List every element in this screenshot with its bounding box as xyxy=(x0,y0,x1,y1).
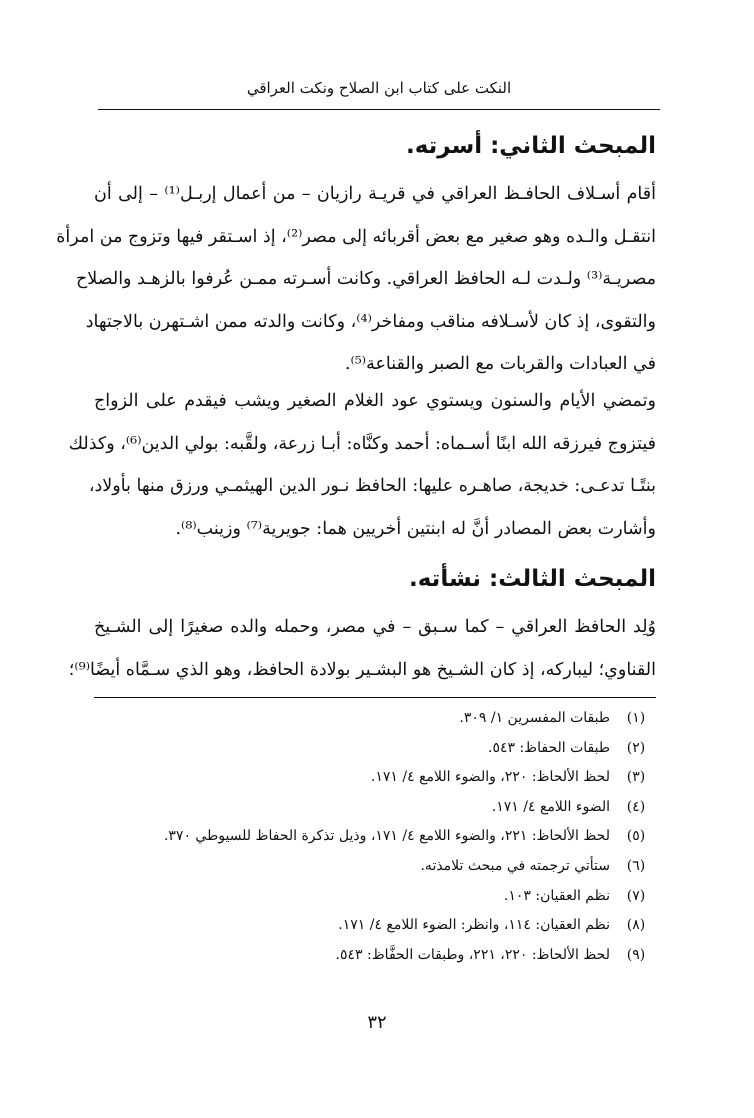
page-number: ٣٢ xyxy=(367,1012,387,1033)
footnote-text: ستأتي ترجمته في مبحث تلامذته. xyxy=(420,857,610,874)
paragraph-family-2 xyxy=(68,380,656,550)
header-divider xyxy=(98,109,660,110)
text-line: أقام أسـلاف الحافـظ العراقي في قريـة رازيان – من أعمال إربـل⁽¹⁾ – إلى أن xyxy=(94,184,656,204)
footnote-item xyxy=(94,763,656,793)
footnote-text: نظم العقيان: ١٠٣. xyxy=(503,887,610,904)
text-line: انتقـل والـده وهو صغير مع بعض أقربائه إلى مصر⁽²⁾، إذ اسـتقر فيها وتزوج من امرأة xyxy=(56,226,656,247)
footnote-item xyxy=(94,911,656,941)
running-header: النكت على كتاب ابن الصلاح ونكت العراقي xyxy=(246,79,512,97)
footnote-item xyxy=(94,734,656,764)
text-line: القناوي؛ ليباركه، إذ كان الشـيخ هو البشـير بولادة الحافظ، وهو الذي سـمَّاه أيضًا⁽⁹⁾؛ xyxy=(68,659,656,680)
footnotes-list xyxy=(94,704,656,970)
section-heading-family: المبحث الثاني: أسرته. xyxy=(405,133,656,159)
footnote-text: نظم العقيان: ١١٤، وانظر: الضوء اللامع ٤/ ١٧١. xyxy=(338,917,610,934)
footnote-number: (١) xyxy=(626,710,646,726)
footnote-item xyxy=(94,793,656,823)
section-heading-upbringing: المبحث الثالث: نشأته. xyxy=(409,566,656,592)
footnote-text: طبقات المفسرين ١/ ٣٠٩. xyxy=(459,710,610,726)
footnote-item xyxy=(94,704,656,734)
text-line: في العبادات والقربات مع الصبر والقناعة⁽⁵⁾. xyxy=(344,354,656,374)
paragraph-upbringing xyxy=(68,606,656,691)
footnote-number: (٣) xyxy=(626,769,646,786)
footnote-number: (٤) xyxy=(626,798,646,815)
footnote-text: طبقات الحفاظ: ٥٤٣. xyxy=(487,739,610,756)
text-line: بنتًـا تدعـى: خديجة، صاهـره عليها: الحافظ نـور الدين الهيثمـي ورزق منها بأولاد، xyxy=(88,476,656,496)
footnote-item xyxy=(94,822,656,852)
footnote-item xyxy=(94,941,656,971)
footnote-number: (٦) xyxy=(626,857,646,874)
footnote-number: (٩) xyxy=(626,946,646,963)
text-line: فيتزوج فيرزقه الله ابنًا أسـماه: أحمد وكنَّاه: أبـا زرعة، ولقَّبه: بولي الدين⁽⁶⁾، وكذلك xyxy=(68,433,656,454)
footnote-text: الضوء اللامع ٤/ ١٧١. xyxy=(491,798,610,815)
text-line: وأشارت بعض المصادر أنَّ له ابنتين أخريين هما: جويرية⁽⁷⁾ وزينب⁽⁸⁾. xyxy=(175,518,656,539)
footnote-text: لحظ الألحاظ: ٢٢٠، والضوء اللامع ٤/ ١٧١. xyxy=(370,769,610,786)
text-line: وُلِد الحافظ العراقي – كما سـبق – في مصر، وحمله والده صغيرًا إلى الشـيخ xyxy=(94,617,656,637)
footnote-item xyxy=(94,882,656,912)
footnote-divider xyxy=(94,697,656,698)
text-line: وتمضي الأيام والسنون ويستوي عود الغلام الصغير ويشب فيقدم على الزواج xyxy=(94,391,656,411)
footnote-text: لحظ الألحاظ: ٢٢٠، ٢٢١، وطبقات الحفَّاظ: ٥٤٣. xyxy=(335,946,610,963)
footnote-number: (٧) xyxy=(626,887,646,904)
text-line: مصريـة⁽³⁾ ولـدت لـه الحافظ العراقي. وكانت أسـرته ممـن عُرفوا بالزهـد والصلاح xyxy=(75,269,656,289)
footnote-number: (٨) xyxy=(626,917,646,934)
paragraph-family-1 xyxy=(56,173,656,386)
footnote-item xyxy=(94,852,656,882)
text-line: والتقوى، إذ كان لأسـلافه مناقب ومفاخر⁽⁴⁾، وكانت والدته ممن اشـتهرن بالاجتهاد xyxy=(85,311,656,332)
footnote-number: (٢) xyxy=(626,739,646,756)
footnote-text: لحظ الألحاظ: ٢٢١، والضوء اللامع ٤/ ١٧١، وذيل تذكرة الحفاظ للسيوطي ٣٧٠. xyxy=(163,828,610,845)
footnote-number: (٥) xyxy=(626,828,646,845)
